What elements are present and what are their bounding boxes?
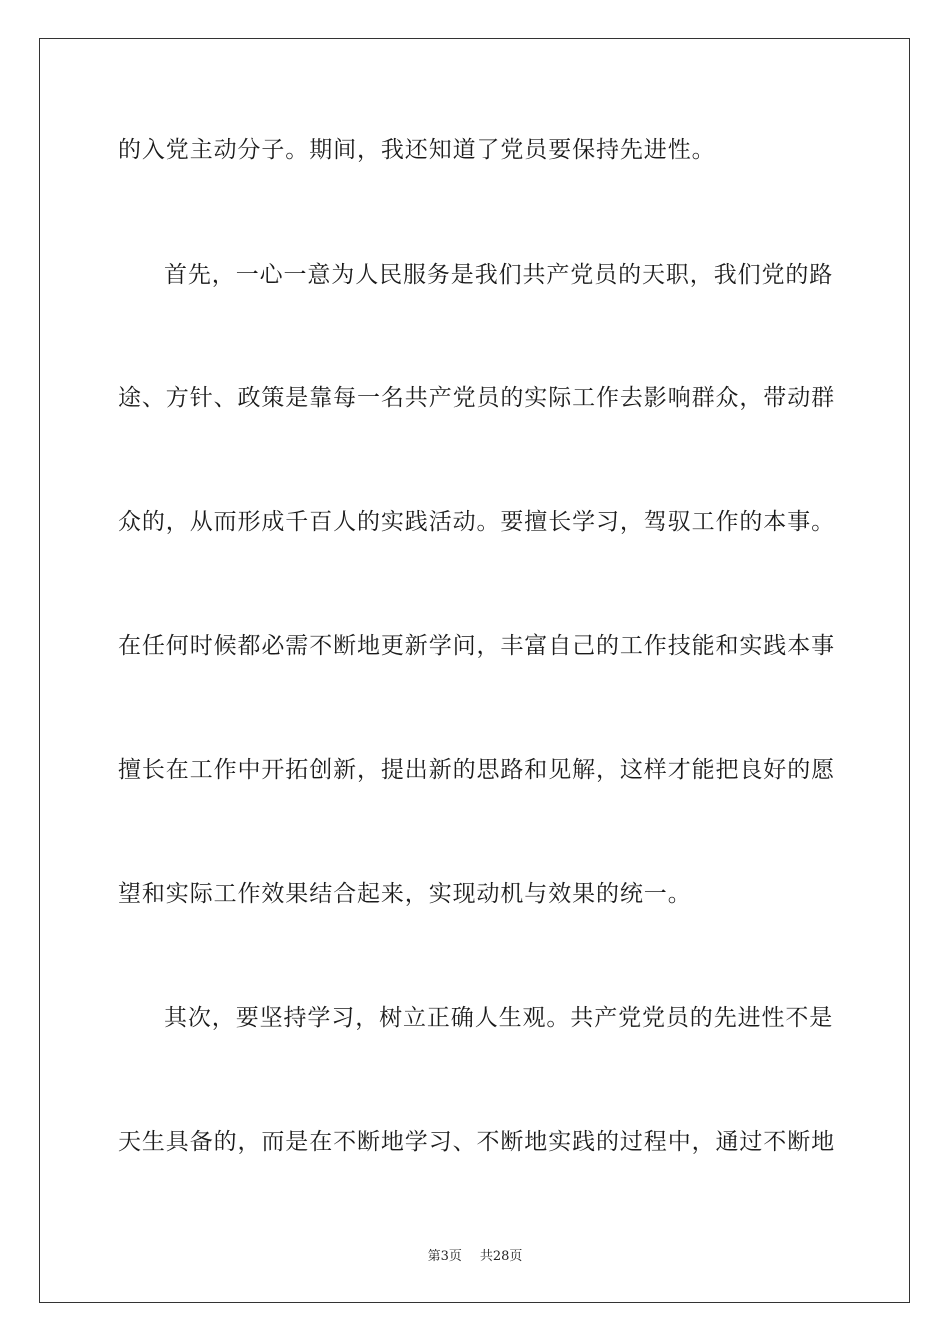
paragraph-start-line: 首先，一心一意为人民服务是我们共产党员的天职，我们党的路 (164, 262, 834, 288)
text-line: 的入党主动分子。期间，我还知道了党员要保持先进性。 (118, 137, 716, 163)
page-border (39, 38, 910, 1303)
text-line: 众的，从而形成千百人的实践活动。要擅长学习，驾驭工作的本事。 (118, 509, 835, 535)
page-number: 第3页 (427, 1249, 462, 1264)
total-pages: 共28页 (479, 1249, 523, 1264)
text-line: 天生具备的，而是在不断地学习、不断地实践的过程中，通过不断地 (118, 1129, 835, 1155)
text-line: 途、方针、政策是靠每一名共产党员的实际工作去影响群众，带动群 (118, 385, 835, 411)
text-line: 擅长在工作中开拓创新，提出新的思路和见解，这样才能把良好的愿 (118, 757, 835, 783)
paragraph-start-line: 其次，要坚持学习，树立正确人生观。共产党党员的先进性不是 (164, 1005, 834, 1031)
text-line: 望和实际工作效果结合起来，实现动机与效果的统一。 (118, 881, 692, 907)
text-line: 在任何时候都必需不断地更新学问，丰富自己的工作技能和实践本事 (118, 633, 835, 659)
page-footer (0, 1248, 950, 1266)
